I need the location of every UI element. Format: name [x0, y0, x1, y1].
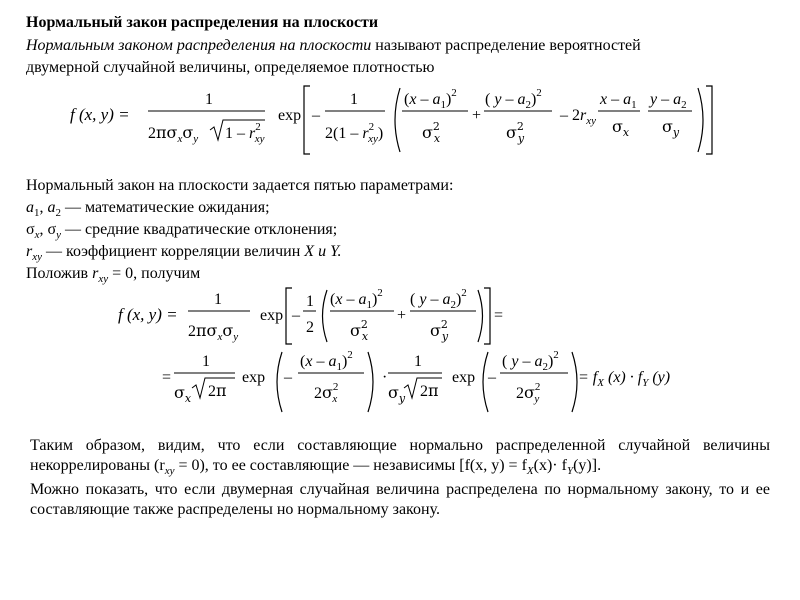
f2b-xnum: $(x - a_1)^2$: [300, 349, 353, 373]
f2b-n1: 1: [202, 353, 210, 370]
paren-open: [395, 88, 400, 152]
f2b-yden: $2\sigma^2$ y: [516, 381, 541, 405]
cross-y-den: $\sigma_y$: [662, 117, 680, 139]
f2-x-num: $(x - a_1)^2$: [330, 287, 383, 311]
conclusion-paragraph-2: Можно показать, что если двумерная случайная величина распределена по нормальному закону, то и ее составляющие также распределены но нормальному закону.: [30, 481, 770, 518]
f2-plus: +: [397, 307, 407, 324]
params-corr: $r_{xy}$ — коэффициент корреляции величин X и Y.: [26, 243, 342, 264]
cross-y-num: y – $a_2$: [650, 91, 687, 111]
f2-den: $2\pi\sigma_x\sigma_y$: [188, 321, 239, 343]
f2b-exp1: exp: [242, 369, 266, 386]
f2-exp: exp: [260, 307, 284, 324]
bracket-open: [304, 86, 310, 154]
params-sigmas-desc: — средние квадратические отклонения;: [65, 221, 338, 238]
params-setting: Положив $r_{xy} = 0$, получим: [26, 265, 201, 286]
params-setting-label: Положив: [26, 265, 89, 282]
minus-sign: –: [312, 107, 320, 124]
section-title: Нормальный закон распределения на плоскости: [26, 14, 379, 31]
params-setting-value: = 0, получим: [112, 265, 201, 282]
formula-independence: [110, 284, 710, 420]
f2b-eq: =: [162, 369, 172, 386]
f2b-dot: ·: [382, 369, 388, 386]
f2-bracket-close: [484, 288, 490, 344]
params-means: $a_1$, $a_2$ — математические ожидания;: [26, 199, 270, 220]
params-means-desc: — математические ожидания;: [65, 199, 270, 216]
f2b-sqrt1-body: 2π: [208, 381, 227, 400]
plus-sign: +: [472, 107, 482, 124]
f2b-m1: –: [284, 369, 292, 386]
definition-term: Нормальным законом распределения на плоскости: [26, 37, 372, 54]
paren-close: [698, 88, 703, 152]
coef-denominator: $2(1 - r^2$ xy): [325, 121, 384, 145]
formula2-lhs: f (x, y) =: [118, 305, 178, 324]
term-x-den: $\sigma^2$ x: [422, 120, 441, 145]
f2b-paren1-close: [368, 352, 373, 412]
cross-x-num: x – $a_1$: [600, 91, 637, 111]
formula-density-denominator: $2\pi\sigma_x\sigma_y$: [148, 123, 199, 145]
f2-x-den: $\sigma^2$ x: [350, 318, 369, 343]
f2b-result: = $f_X$ $(x) \cdot f_Y$ (y): [578, 369, 671, 389]
f2-y-den: $\sigma^2$ y: [430, 318, 449, 343]
f2-num: 1: [214, 291, 222, 308]
f2-minus: –: [292, 307, 300, 324]
f2b-m2: –: [488, 369, 496, 386]
f2b-paren1-open: [277, 352, 282, 412]
f2b-d2: $\sigma_y$: [388, 383, 406, 405]
f2b-n2: 1: [414, 353, 422, 370]
conclusion-p1-mid: = 0), то ее составляющие — независимы [f(x, y) = f: [178, 457, 527, 474]
f2-paren-open: [323, 290, 328, 342]
params-corr-vars: X и Y.: [304, 243, 342, 260]
f2-half-num: 1: [306, 293, 314, 310]
f2b-ynum: ( y – $a_2)^2$: [502, 349, 559, 373]
cross-x-den: $\sigma_x$: [612, 117, 630, 139]
f2b-paren2-close: [572, 352, 577, 412]
formula-density: [60, 82, 740, 164]
bracket-close: [706, 86, 712, 154]
conclusion-p1: Таким образом, видим, что если составляющие нормально распределенной случайной величины некоррелированы (r: [30, 437, 770, 474]
sqrt-body: $1 - r^2$ xy: [225, 121, 265, 145]
definition-line-2: двумерной случайной величины, определяемое плотностью: [26, 59, 435, 76]
f2b-sqrt2-body: 2π: [420, 381, 439, 400]
f2-paren-close: [478, 290, 483, 342]
params-intro: Нормальный закон на плоскости задается пятью параметрами:: [26, 177, 454, 194]
formula-density-lhs: f (x, y) =: [70, 105, 130, 124]
f2b-exp2: exp: [452, 369, 476, 386]
term-x-num: $(x - a_1)^2$: [404, 87, 457, 111]
f2-y-num: ( y – $a_2)^2$: [410, 287, 467, 311]
f2b-d1: $\sigma_x$: [174, 383, 192, 405]
term-y-den: $\sigma^2$ y: [506, 120, 525, 145]
conclusion-paragraph-1: Таким образом, видим, что если составляющие нормально распределенной случайной величины некоррелированы $(r_{xy} = 0)$, то ее составляющие — независимы [f(x, $y) = f_X(x)\cdot f_Y(y)$].: [30, 437, 770, 478]
f2-eq: =: [494, 307, 504, 324]
params-corr-desc: — коэффициент корреляции величин: [46, 243, 301, 260]
f2-half-den: 2: [306, 319, 314, 336]
term-y-num: ( y – $a_2)^2$: [485, 87, 542, 111]
cross-term-coef: – $2r_{xy}$: [560, 107, 596, 127]
definition-line-1: [26, 36, 641, 56]
exp-label-1: exp: [278, 107, 302, 124]
f2b-xden: $2\sigma^2$ x: [314, 381, 339, 405]
params-sigmas: $\sigma_x$, $\sigma_y$ — средние квадратические отклонения;: [26, 221, 338, 242]
formula-density-numerator: 1: [205, 91, 213, 108]
definition-rest: называют распределение вероятностей: [375, 37, 641, 54]
coef-numerator: 1: [350, 91, 358, 108]
conclusion-p1-end: (y)].: [573, 457, 602, 474]
